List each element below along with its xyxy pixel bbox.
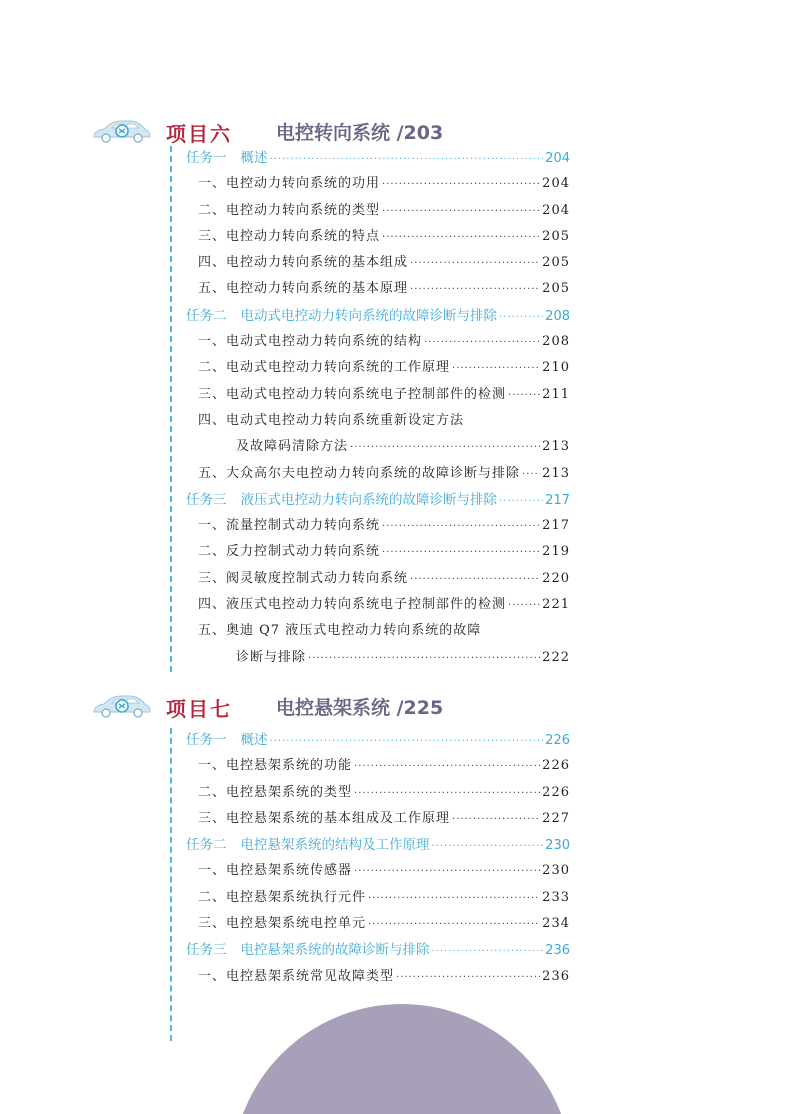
toc-entry-text: 三、电控悬架系统电控单元 (198, 916, 367, 932)
toc-item-entry[interactable] (172, 646, 570, 672)
toc-entry-text: 一、电动式电控动力转向系统的结构 (198, 334, 423, 350)
project-section (90, 691, 690, 723)
toc-entry-text: 四、电控动力转向系统的基本组成 (198, 255, 409, 271)
toc-entry-text: 五、奥迪 Q7 液压式电控动力转向系统的故障 (198, 623, 482, 639)
toc-item-entry[interactable] (172, 462, 570, 488)
dot-leader (432, 841, 544, 852)
dot-leader (410, 258, 540, 269)
toc-entry-text (186, 304, 497, 324)
toc-entry-list (170, 728, 570, 1041)
page-number: 230 (545, 838, 570, 854)
toc-task-entry[interactable] (172, 728, 570, 754)
toc-task-entry[interactable] (172, 146, 570, 172)
toc-entry-text: 五、电控动力转向系统的基本原理 (198, 281, 409, 297)
page-number: 205 (542, 281, 570, 297)
toc-entry-text: 四、液压式电控动力转向系统电子控制部件的检测 (198, 597, 507, 613)
dot-leader (308, 653, 540, 664)
page-number: 236 (545, 943, 570, 959)
page-number: 204 (542, 202, 570, 218)
task-number: 任务三 (186, 942, 227, 959)
dot-leader (499, 496, 543, 507)
toc-entry-text (186, 938, 430, 958)
task-number: 任务二 (186, 837, 227, 854)
toc-entry-text: 四、电动式电控动力转向系统重新设定方法 (198, 412, 465, 428)
page-number: 236 (542, 968, 570, 984)
task-title: 概述 (240, 150, 268, 166)
toc-item-entry[interactable] (172, 886, 570, 912)
project-title: 电控转向系统 /203 (276, 122, 444, 144)
dot-leader (499, 312, 543, 323)
page-number: 222 (542, 649, 570, 665)
dot-leader (382, 547, 540, 558)
car-icon (90, 693, 152, 719)
task-title: 电控悬架系统的故障诊断与排除 (240, 942, 430, 959)
dot-leader (508, 600, 540, 611)
page-number: 219 (542, 544, 570, 560)
toc-entry-text (186, 146, 268, 166)
dot-leader (382, 232, 540, 243)
dot-leader (382, 206, 540, 217)
page-number: 226 (542, 758, 570, 774)
project-section (90, 116, 690, 148)
toc-entry-text: 二、电控悬架系统的类型 (198, 784, 353, 800)
dot-leader (354, 866, 540, 877)
toc-item-entry[interactable] (172, 383, 570, 409)
task-title: 电动式电控动力转向系统的故障诊断与排除 (240, 307, 497, 324)
task-number: 任务三 (186, 491, 227, 508)
toc-item-entry[interactable] (172, 514, 570, 540)
project-header (90, 691, 690, 723)
toc-item-entry[interactable] (172, 172, 570, 198)
toc-item-entry[interactable] (172, 859, 570, 885)
task-number: 任务一 (186, 732, 227, 748)
toc-entry-text: 三、电动式电控动力转向系统电子控制部件的检测 (198, 386, 507, 402)
task-title: 概述 (240, 732, 268, 748)
toc-entry-text: 一、电控悬架系统常见故障类型 (198, 968, 395, 984)
dot-leader (522, 469, 540, 480)
dot-leader (452, 363, 540, 374)
toc-item-entry[interactable] (172, 225, 570, 251)
toc-entry-text: 及故障码清除方法 (236, 439, 349, 455)
dot-leader (410, 284, 540, 295)
toc-item-entry[interactable] (172, 330, 570, 356)
page-number: 210 (542, 360, 570, 376)
page-number: 208 (545, 308, 570, 324)
toc-item-entry[interactable] (172, 619, 570, 645)
dot-leader (368, 919, 540, 930)
toc-item-entry[interactable] (172, 277, 570, 303)
page-number: 208 (542, 334, 570, 350)
dot-leader (396, 972, 540, 983)
toc-entry-text: 二、电控动力转向系统的类型 (198, 202, 381, 218)
toc-entry-text (186, 488, 497, 508)
project-label: 项目六 (166, 122, 232, 146)
toc-entry-text: 五、大众高尔夫电控动力转向系统的故障诊断与排除 (198, 465, 521, 481)
page-number: 213 (542, 465, 570, 481)
page-number: 227 (542, 810, 570, 826)
page-number: 230 (542, 863, 570, 879)
page-number: 226 (545, 733, 570, 748)
page-number: 204 (545, 151, 570, 166)
page-number: 205 (542, 228, 570, 244)
toc-entry-text: 二、电动式电控动力转向系统的工作原理 (198, 360, 451, 376)
dot-leader (382, 179, 540, 190)
task-title: 液压式电控动力转向系统的故障诊断与排除 (240, 491, 497, 508)
dot-leader (270, 154, 544, 165)
toc-item-entry[interactable] (172, 807, 570, 833)
toc-entry-text: 二、反力控制式动力转向系统 (198, 544, 381, 560)
page-number: 205 (542, 255, 570, 271)
page-number: 233 (542, 889, 570, 905)
page-number: 213 (542, 439, 570, 455)
car-icon (90, 118, 152, 144)
dot-leader (368, 893, 540, 904)
toc-item-entry[interactable] (172, 781, 570, 807)
toc-task-entry[interactable] (172, 488, 570, 514)
toc-item-entry[interactable] (172, 540, 570, 566)
dot-leader (382, 521, 540, 532)
toc-item-entry[interactable] (172, 593, 570, 619)
task-number: 任务二 (186, 307, 227, 324)
toc-entry-text: 三、电控悬架系统的基本组成及工作原理 (198, 810, 451, 826)
toc-task-entry[interactable] (172, 938, 570, 964)
toc-entry-text: 一、电控动力转向系统的功用 (198, 176, 381, 192)
dot-leader (452, 814, 540, 825)
toc-entry-text (186, 728, 268, 748)
page-number: 217 (542, 518, 570, 534)
page-number: 226 (542, 784, 570, 800)
toc-entry-text (186, 833, 430, 853)
toc-entry-text: 一、电控悬架系统传感器 (198, 863, 353, 879)
toc-entry-text: 三、阀灵敏度控制式动力转向系统 (198, 570, 409, 586)
dot-leader (432, 946, 544, 957)
dot-leader (350, 442, 540, 453)
toc-item-entry[interactable] (172, 199, 570, 225)
page-number: 220 (542, 570, 570, 586)
task-title: 电控悬架系统的结构及工作原理 (240, 837, 430, 854)
task-number: 任务一 (186, 150, 227, 166)
dot-leader (270, 736, 544, 747)
project-title: 电控悬架系统 /225 (276, 697, 444, 719)
toc-item-entry[interactable] (172, 435, 570, 461)
page-number: 234 (542, 916, 570, 932)
dot-leader (424, 337, 540, 348)
toc-entry-list (170, 146, 570, 672)
toc-task-entry[interactable] (172, 304, 570, 330)
toc-entry-text: 诊断与排除 (236, 649, 307, 665)
toc-entry-text: 二、电控悬架系统执行元件 (198, 889, 367, 905)
dot-leader (354, 788, 540, 799)
toc-entry-text: 一、电控悬架系统的功能 (198, 758, 353, 774)
toc-item-entry[interactable] (172, 567, 570, 593)
toc-item-entry[interactable] (172, 965, 570, 991)
toc-entry-text: 三、电控动力转向系统的特点 (198, 228, 381, 244)
toc-item-entry[interactable] (172, 912, 570, 938)
page-number: 211 (542, 386, 570, 402)
toc-task-entry[interactable] (172, 833, 570, 859)
toc-item-entry[interactable] (172, 251, 570, 277)
project-label: 项目七 (166, 697, 232, 721)
dot-leader (354, 761, 540, 772)
toc-item-entry[interactable] (172, 754, 570, 780)
page-number: 217 (545, 492, 570, 508)
toc-entry-text: 一、流量控制式动力转向系统 (198, 518, 381, 534)
toc-item-entry[interactable] (172, 409, 570, 435)
project-header (90, 116, 690, 148)
dot-leader (410, 574, 540, 585)
page-number: 204 (542, 176, 570, 192)
page-number: 221 (542, 597, 570, 613)
toc-item-entry[interactable] (172, 356, 570, 382)
dot-leader (508, 390, 540, 401)
